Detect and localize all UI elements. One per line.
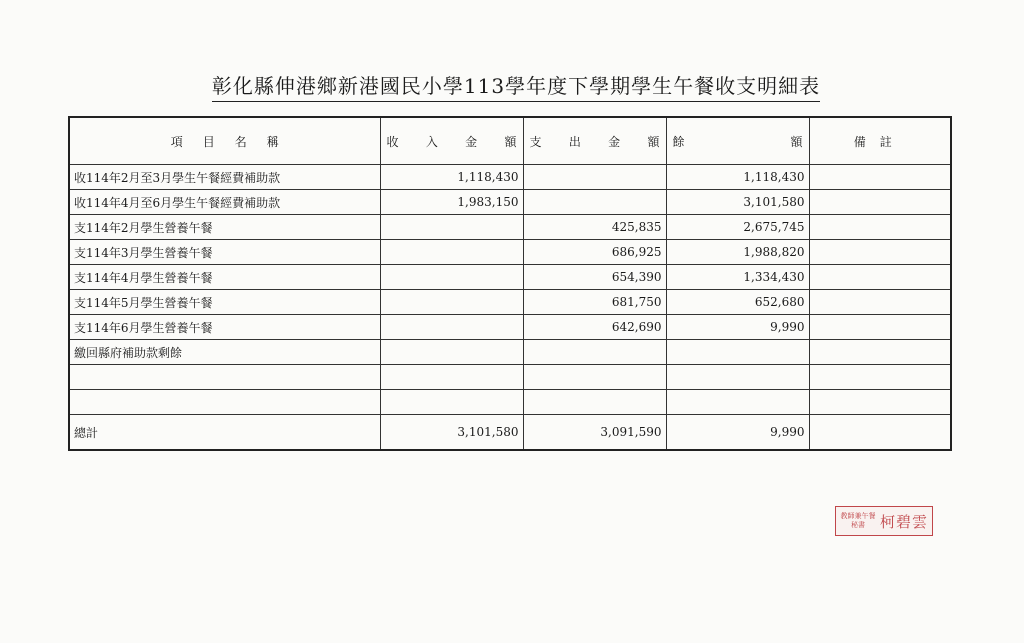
cell-balance xyxy=(666,365,809,390)
cell-expense xyxy=(523,365,666,390)
table-row xyxy=(69,315,951,340)
cell-balance: 2,675,745 xyxy=(666,215,809,240)
cell-remark xyxy=(809,165,951,190)
table-row xyxy=(69,265,951,290)
cell-expense: 686,925 xyxy=(523,240,666,265)
cell-item xyxy=(69,365,380,390)
cell-remark xyxy=(809,390,951,415)
table-row xyxy=(69,365,951,390)
cell-income xyxy=(380,265,523,290)
total-expense: 3,091,590 xyxy=(523,415,666,451)
table-body xyxy=(69,165,951,415)
header-item-name: 項 目 名 稱 xyxy=(69,117,380,165)
total-balance: 9,990 xyxy=(666,415,809,451)
total-label: 總計 xyxy=(69,415,380,451)
cell-balance: 1,118,430 xyxy=(666,165,809,190)
document-title: 彰化縣伸港鄉新港國民小學113學年度下學期學生午餐收支明細表 xyxy=(212,70,820,102)
cell-item: 收114年2月至3月學生午餐經費補助款 xyxy=(69,165,380,190)
cell-balance: 3,101,580 xyxy=(666,190,809,215)
cell-remark xyxy=(809,240,951,265)
cell-item: 支114年6月學生營養午餐 xyxy=(69,315,380,340)
cell-income xyxy=(380,290,523,315)
cell-remark xyxy=(809,340,951,365)
table-row xyxy=(69,340,951,365)
table-row xyxy=(69,190,951,215)
header-income: 收 入 金 額 xyxy=(380,117,523,165)
cell-income xyxy=(380,315,523,340)
table-row xyxy=(69,390,951,415)
cell-income xyxy=(380,340,523,365)
cell-income: 1,983,150 xyxy=(380,190,523,215)
cell-remark xyxy=(809,315,951,340)
cell-income xyxy=(380,215,523,240)
stamp-title: 教師兼午餐秘書 xyxy=(840,512,876,529)
header-balance: 餘 額 xyxy=(666,117,809,165)
header-remark: 備註 xyxy=(809,117,951,165)
total-remark xyxy=(809,415,951,451)
cell-remark xyxy=(809,215,951,240)
table-row xyxy=(69,165,951,190)
cell-item: 支114年2月學生營養午餐 xyxy=(69,215,380,240)
cell-item: 收114年4月至6月學生午餐經費補助款 xyxy=(69,190,380,215)
cell-income xyxy=(380,390,523,415)
cell-item: 支114年4月學生營養午餐 xyxy=(69,265,380,290)
cell-balance xyxy=(666,390,809,415)
table-row xyxy=(69,290,951,315)
header-expense: 支 出 金 額 xyxy=(523,117,666,165)
cell-balance: 1,988,820 xyxy=(666,240,809,265)
cell-item: 支114年3月學生營養午餐 xyxy=(69,240,380,265)
cell-balance xyxy=(666,340,809,365)
cell-expense: 642,690 xyxy=(523,315,666,340)
cell-expense: 654,390 xyxy=(523,265,666,290)
total-row xyxy=(69,415,951,451)
cell-balance: 9,990 xyxy=(666,315,809,340)
cell-expense xyxy=(523,390,666,415)
cell-remark xyxy=(809,290,951,315)
cell-income: 1,118,430 xyxy=(380,165,523,190)
cell-balance: 652,680 xyxy=(666,290,809,315)
lunch-ledger-table xyxy=(68,116,952,451)
cell-expense xyxy=(523,340,666,365)
total-income: 3,101,580 xyxy=(380,415,523,451)
cell-remark xyxy=(809,190,951,215)
cell-remark xyxy=(809,365,951,390)
cell-item xyxy=(69,390,380,415)
cell-balance: 1,334,430 xyxy=(666,265,809,290)
cell-item: 支114年5月學生營養午餐 xyxy=(69,290,380,315)
table-header-row xyxy=(69,117,951,165)
table-row xyxy=(69,215,951,240)
cell-income xyxy=(380,365,523,390)
cell-expense xyxy=(523,190,666,215)
cell-income xyxy=(380,240,523,265)
document-title-wrap xyxy=(0,70,1024,102)
cell-expense: 681,750 xyxy=(523,290,666,315)
table-row xyxy=(69,240,951,265)
cell-expense xyxy=(523,165,666,190)
cell-remark xyxy=(809,265,951,290)
official-seal-stamp xyxy=(835,506,933,536)
cell-expense: 425,835 xyxy=(523,215,666,240)
stamp-name: 柯碧雲 xyxy=(879,512,928,531)
cell-item: 繳回縣府補助款剩餘 xyxy=(69,340,380,365)
